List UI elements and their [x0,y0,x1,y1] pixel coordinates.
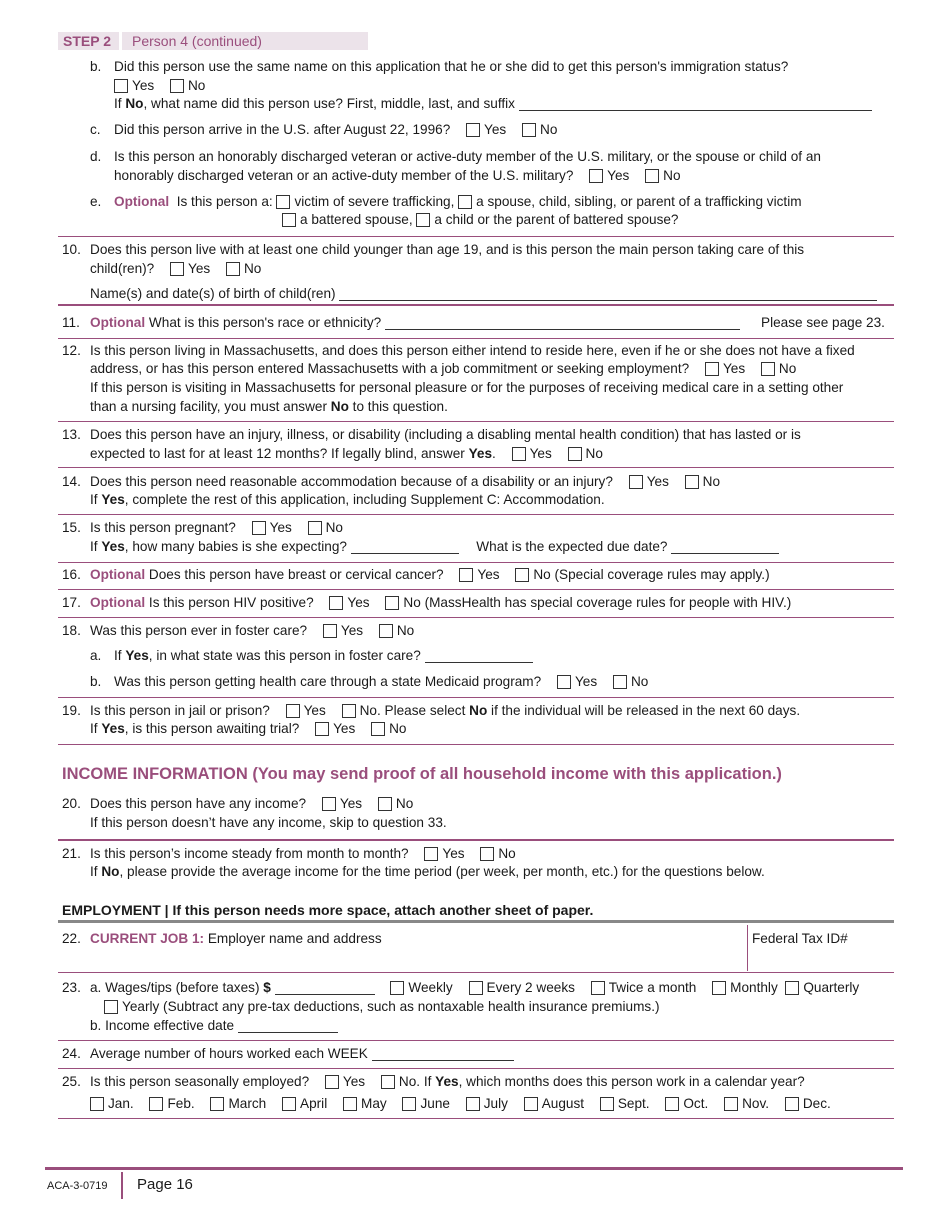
step-header [58,32,368,50]
q17-no-checkbox[interactable] [385,596,399,610]
q17-note: (MassHealth has special coverage rules for people with HIV.) [424,595,792,610]
q22-job-label: CURRENT JOB 1: [90,931,205,946]
q14-line2-post: , complete the rest of this application, including Supplement C: Accommodation. [124,492,605,507]
q17-yes-label: Yes [347,595,370,610]
q18b-letter: b. [90,674,102,689]
q9b-options [114,78,205,93]
q18a-letter: a. [90,648,102,663]
q16-number: 16. [62,567,81,582]
q23-dollar: $ [263,980,271,995]
q15-due-label: What is the expected due date? [476,539,668,554]
q18a-pre: If [114,648,126,663]
month-june-label: June [420,1096,450,1111]
q10-yes-checkbox[interactable] [170,262,184,276]
month-july-checkbox[interactable] [466,1097,480,1111]
q16-optional: Optional [90,567,146,582]
month-dec-checkbox[interactable] [785,1097,799,1111]
q9e-optional: Optional [114,194,170,209]
q19-no-checkbox[interactable] [342,704,356,718]
month-jan-checkbox[interactable] [90,1097,104,1111]
q18-row [90,623,414,638]
q21-no-checkbox[interactable] [480,847,494,861]
q9e-opt1-checkbox[interactable] [276,195,290,209]
q23-every-2-weeks-label: Every 2 weeks [486,980,575,995]
q9b-yes-checkbox[interactable] [114,79,128,93]
divider [58,1040,894,1041]
employment-divider [58,920,894,923]
q20-no-label: No [395,796,414,811]
q10-number: 10. [62,242,81,257]
q13-line2-row [90,446,603,461]
q19-no-pre: No. Please select [359,703,470,718]
month-august-checkbox[interactable] [524,1097,538,1111]
month-march-checkbox[interactable] [210,1097,224,1111]
q25-no-pre: No. If [398,1074,436,1089]
divider [58,1068,894,1069]
q13-line2-pre: expected to last for at least 12 months? If legally blind, answer [90,446,469,461]
q9b-name-field[interactable] [519,97,872,111]
q9b-follow-prefix: If [114,96,126,111]
q19-trial-no-label: No [389,721,407,736]
q19-row [90,703,800,718]
divider [58,839,894,841]
q22-text: Employer name and address [207,931,382,946]
q18-yes-checkbox[interactable] [323,624,337,638]
q21-no-label: No [498,846,516,861]
q11-note: Please see page 23. [761,315,885,330]
q14-no-checkbox[interactable] [685,475,699,489]
employment-title: EMPLOYMENT | If this person needs more space, attach another sheet of paper. [62,902,594,918]
q12-line4-bold: No [330,399,349,414]
q9b-followup [114,96,872,111]
q13-line2-bold: Yes [468,446,493,461]
q13-number: 13. [62,427,81,442]
q15-line2-bold: Yes [101,539,125,554]
q23-quarterly-checkbox[interactable] [785,981,799,995]
q19-trial-yes-label: Yes [333,721,356,736]
divider [58,421,894,422]
q19-line2-post: , is this person awaiting trial? [124,721,300,736]
q9d-letter: d. [90,149,102,164]
q15-line2-post: , how many babies is she expecting? [124,539,347,554]
q9d-line2-row [114,168,681,183]
divider [58,617,894,618]
q14-line2-pre: If [90,492,102,507]
q20-text: Does this person have any income? [90,796,307,811]
q23-effective-date-label: b. Income effective date [90,1018,235,1033]
q23-b-row [90,1018,338,1033]
month-dec-label: Dec. [802,1096,831,1111]
divider [58,236,894,237]
q12-line2: address, or has this person entered Massachusetts with a job commitment or seeking employment? [90,361,690,376]
q15-no-label: No [325,520,343,535]
q21-yes-label: Yes [442,846,465,861]
month-may-checkbox[interactable] [343,1097,357,1111]
q21-line2 [90,864,765,879]
q12-yes-checkbox[interactable] [705,362,719,376]
q11-row [90,315,740,330]
q9e-text: Is this person a: [176,194,273,209]
q11-optional: Optional [90,315,146,330]
month-feb-checkbox[interactable] [149,1097,163,1111]
q25-yes-label: Yes [342,1074,366,1089]
q19-no-bold: No [469,703,488,718]
q12-no-checkbox[interactable] [761,362,775,376]
q9e-opt3-checkbox[interactable] [282,213,296,227]
q9d-no-label: No [663,168,681,183]
q14-line1-row [90,474,720,489]
divider [58,589,894,590]
q23-number: 23. [62,980,81,995]
q18b-no-label: No [630,674,649,689]
q19-no-post: if the individual will be released in the next 60 days. [487,703,801,718]
q14-no-label: No [702,474,721,489]
q9d-line1: Is this person an honorably discharged veteran or active-duty member of the U.S. military, or the spouse or child of an [114,149,821,164]
q21-yes-checkbox[interactable] [424,847,438,861]
divider [58,467,894,468]
q23-row [90,980,859,995]
q9d-no-checkbox[interactable] [645,169,659,183]
month-jan-label: Jan. [108,1096,134,1111]
q10-line2: child(ren)? [90,261,155,276]
footer-separator [121,1172,123,1199]
divider [58,338,894,339]
q9e-letter: e. [90,194,102,209]
q15-babies-field[interactable] [351,540,459,554]
q19-yes-checkbox[interactable] [286,704,300,718]
q13-yes-label: Yes [529,446,552,461]
q9e-opt2-checkbox[interactable] [458,195,472,209]
q12-line4-post: to this question. [348,399,448,414]
q20-yes-checkbox[interactable] [322,797,336,811]
q13-no-label: No [585,446,603,461]
q23-yearly-checkbox[interactable] [104,1000,118,1014]
q23-every-2-weeks-checkbox[interactable] [469,981,483,995]
q23-monthly-checkbox[interactable] [712,981,726,995]
q25-no-bold: Yes [435,1074,459,1089]
q23-twice-a-month-label: Twice a month [608,980,697,995]
q23-wages-field[interactable] [275,981,375,995]
q14-line2-bold: Yes [101,492,125,507]
q10-names-label: Name(s) and date(s) of birth of child(ren) [90,286,336,301]
q18a-state-field[interactable] [425,649,533,663]
q14-line2 [90,492,605,507]
q10-names-field[interactable] [339,287,877,301]
step-label: STEP 2 [63,33,111,49]
q15-line1-row [90,520,343,535]
q9e-line1 [114,194,802,209]
q22-number: 22. [62,931,81,946]
q21-row [90,846,516,861]
q18-yes-label: Yes [340,623,364,638]
q14-yes-checkbox[interactable] [629,475,643,489]
q14-yes-label: Yes [646,474,669,489]
q21-line2-bold: No [101,864,120,879]
q12-yes-label: Yes [722,361,746,376]
month-feb-label: Feb. [167,1096,195,1111]
footer-divider [45,1167,903,1170]
month-sept-checkbox[interactable] [600,1097,614,1111]
q15-line2-row [90,539,779,554]
q15-line1: Is this person pregnant? [90,520,236,535]
q12-number: 12. [62,343,81,358]
q24-row [90,1046,514,1061]
q9b-follow-bold: No [125,96,144,111]
q18b-text: Was this person getting health care through a state Medicaid program? [114,674,542,689]
q15-due-date-field[interactable] [671,540,779,554]
q18-no-checkbox[interactable] [379,624,393,638]
q9c-no-label: No [540,122,558,137]
q9e-opt4-checkbox[interactable] [416,213,430,227]
q9b-no-checkbox[interactable] [170,79,184,93]
q18b-yes-label: Yes [574,674,598,689]
q22-tax-label: Federal Tax ID# [752,931,848,946]
q25-row [90,1074,805,1089]
q10-line1: Does this person live with at least one child younger than age 19, and is this person the main person taking care of this [90,242,805,257]
q25-number: 25. [62,1074,81,1089]
month-june-checkbox[interactable] [402,1097,416,1111]
q25-yes-checkbox[interactable] [325,1075,339,1089]
q23-yearly-row [104,999,660,1014]
q10-yes-label: Yes [188,261,211,276]
q13-line1: Does this person have an injury, illness, or disability (including a disabling mental health condition) that has lasted or is [90,427,801,442]
q13-line2-post: . [492,446,496,461]
q18b-yes-checkbox[interactable] [557,675,571,689]
step-subtitle: Person 4 (continued) [132,33,262,49]
q16-yes-label: Yes [477,567,500,582]
month-oct-checkbox[interactable] [665,1097,679,1111]
q17-number: 17. [62,595,81,610]
q17-yes-checkbox[interactable] [329,596,343,610]
q15-yes-label: Yes [269,520,292,535]
q18b-no-checkbox[interactable] [613,675,627,689]
q17-text: Is this person HIV positive? [148,595,314,610]
q18b-row [114,674,648,689]
q17-no-label: No [403,595,421,610]
q16-row [90,567,770,582]
q23-weekly-checkbox[interactable] [390,981,404,995]
q22-column-divider [747,925,748,971]
q23-effective-date-field[interactable] [238,1019,338,1033]
q21-text: Is this person’s income steady from month to month? [90,846,409,861]
q21-line2-post: , please provide the average income for the time period (per week, per month, etc.) for the questions below. [119,864,765,879]
q20-yes-label: Yes [339,796,363,811]
q9c-yes-label: Yes [484,122,507,137]
q9e-line2 [282,212,679,227]
q23-wages-label: a. Wages/tips (before taxes) [90,980,260,995]
q9e-opt3-label: a battered spouse, [300,212,413,227]
q9d-yes-label: Yes [607,168,630,183]
divider [58,304,894,306]
q19-trial-no-checkbox[interactable] [371,722,385,736]
month-sept-label: Sept. [617,1096,650,1111]
divider [58,972,894,973]
q23-quarterly-label: Quarterly [803,980,860,995]
divider [58,514,894,515]
q24-number: 24. [62,1046,81,1061]
q12-line4 [90,399,448,414]
q16-note: (Special coverage rules may apply.) [554,567,770,582]
q17-optional: Optional [90,595,146,610]
q10-names-row [90,286,877,301]
q16-text: Does this person have breast or cervical cancer? [148,567,444,582]
q24-text: Average number of hours worked each WEEK [90,1046,368,1061]
q9b-letter: b. [90,59,102,74]
q9d-line2: honorably discharged veteran or an active-duty member of the U.S. military? [114,168,574,183]
month-august-label: August [541,1096,585,1111]
month-nov-checkbox[interactable] [724,1097,738,1111]
q19-text: Is this person in jail or prison? [90,703,270,718]
divider [58,1118,894,1119]
q9e-opt2-label: a spouse, child, sibling, or parent of a trafficking victim [476,194,802,209]
q19-trial-yes-checkbox[interactable] [315,722,329,736]
q25-no-post: , which months does this person work in a calendar year? [458,1074,805,1089]
q20-line2: If this person doesn’t have any income, skip to question 33. [90,815,447,830]
q18a-post: , in what state was this person in foster care? [148,648,421,663]
q15-yes-checkbox[interactable] [252,521,266,535]
q19-line2-pre: If [90,721,102,736]
q12-line3: If this person is visiting in Massachusetts for personal pleasure or for the purposes of receiving medical care in a setting other [90,380,844,395]
q9e-opt4-label: a child or the parent of battered spouse? [434,212,679,227]
q12-line2-row [90,361,796,376]
q22-row [90,931,382,946]
q11-text: What is this person's race or ethnicity? [148,315,382,330]
q9c-no-checkbox[interactable] [522,123,536,137]
page-number [137,1176,193,1193]
q20-no-checkbox[interactable] [378,797,392,811]
q18a-row [114,648,533,663]
q18-number: 18. [62,623,81,638]
q13-no-checkbox[interactable] [568,447,582,461]
q11-number: 11. [62,315,80,330]
q15-no-checkbox[interactable] [308,521,322,535]
income-section-title: INCOME INFORMATION (You may send proof of all household income with this application.) [62,765,782,783]
q9b-text: Did this person use the same name on this application that he or she did to get this person's immigration status? [114,59,789,74]
q18a-bold: Yes [125,648,149,663]
q12-line1: Is this person living in Massachusetts, and does this person either intend to reside here, even if he or she does not have a fixed [90,343,855,358]
month-july-label: July [483,1096,508,1111]
month-march-label: March [228,1096,267,1111]
q23-twice-a-month-checkbox[interactable] [591,981,605,995]
q9b-no-label: No [187,78,206,93]
q21-number: 21. [62,846,81,861]
q19-line2-row [90,721,406,736]
page-num: 16 [176,1176,193,1193]
q10-no-checkbox[interactable] [226,262,240,276]
q25-no-checkbox[interactable] [381,1075,395,1089]
q12-line4-pre: than a nursing facility, you must answer [90,399,331,414]
q9c-text: Did this person arrive in the U.S. after August 22, 1996? [114,122,451,137]
q18-no-label: No [396,623,415,638]
month-may-label: May [361,1096,387,1111]
q18-text: Was this person ever in foster care? [90,623,308,638]
q16-yes-checkbox[interactable] [459,568,473,582]
divider [58,562,894,563]
q16-no-checkbox[interactable] [515,568,529,582]
q19-number: 19. [62,703,81,718]
month-nov-label: Nov. [742,1096,770,1111]
q15-line2-pre: If [90,539,102,554]
q9b-follow-rest: , what name did this person use? First, middle, last, and suffix [143,96,515,111]
q9c-row [114,122,557,137]
q9c-letter: c. [90,122,101,137]
q9b-yes-label: Yes [132,78,155,93]
q23-yearly-label: Yearly (Subtract any pre-tax deductions, such as nontaxable health insurance premiums.) [122,999,660,1014]
month-april-label: April [300,1096,328,1111]
form-code: ACA-3-0719 [47,1180,108,1192]
q21-line2-pre: If [90,864,102,879]
q17-row [90,595,791,610]
q19-line2-bold: Yes [101,721,125,736]
page-label: Page [137,1176,173,1193]
q16-no-label: No [533,567,551,582]
q14-line1: Does this person need reasonable accommodation because of a disability or an injury? [90,474,613,489]
q9c-yes-checkbox[interactable] [466,123,480,137]
q15-number: 15. [62,520,81,535]
q9d-yes-checkbox[interactable] [589,169,603,183]
divider [58,697,894,698]
q14-number: 14. [62,474,81,489]
q25-months-row [90,1096,831,1111]
q12-no-label: No [778,361,797,376]
month-oct-label: Oct. [683,1096,709,1111]
q24-hours-field[interactable] [372,1047,514,1061]
q19-yes-label: Yes [303,703,326,718]
q9e-opt1-label: victim of severe trafficking, [294,194,455,209]
q23-weekly-label: Weekly [408,980,453,995]
q13-yes-checkbox[interactable] [512,447,526,461]
q20-number: 20. [62,796,81,811]
month-april-checkbox[interactable] [282,1097,296,1111]
divider [58,744,894,745]
q11-race-field[interactable] [385,316,740,330]
q23-monthly-label: Monthly [730,980,778,995]
q10-line2-row [90,261,261,276]
q10-no-label: No [243,261,262,276]
q25-text: Is this person seasonally employed? [90,1074,310,1089]
q20-row [90,796,413,811]
